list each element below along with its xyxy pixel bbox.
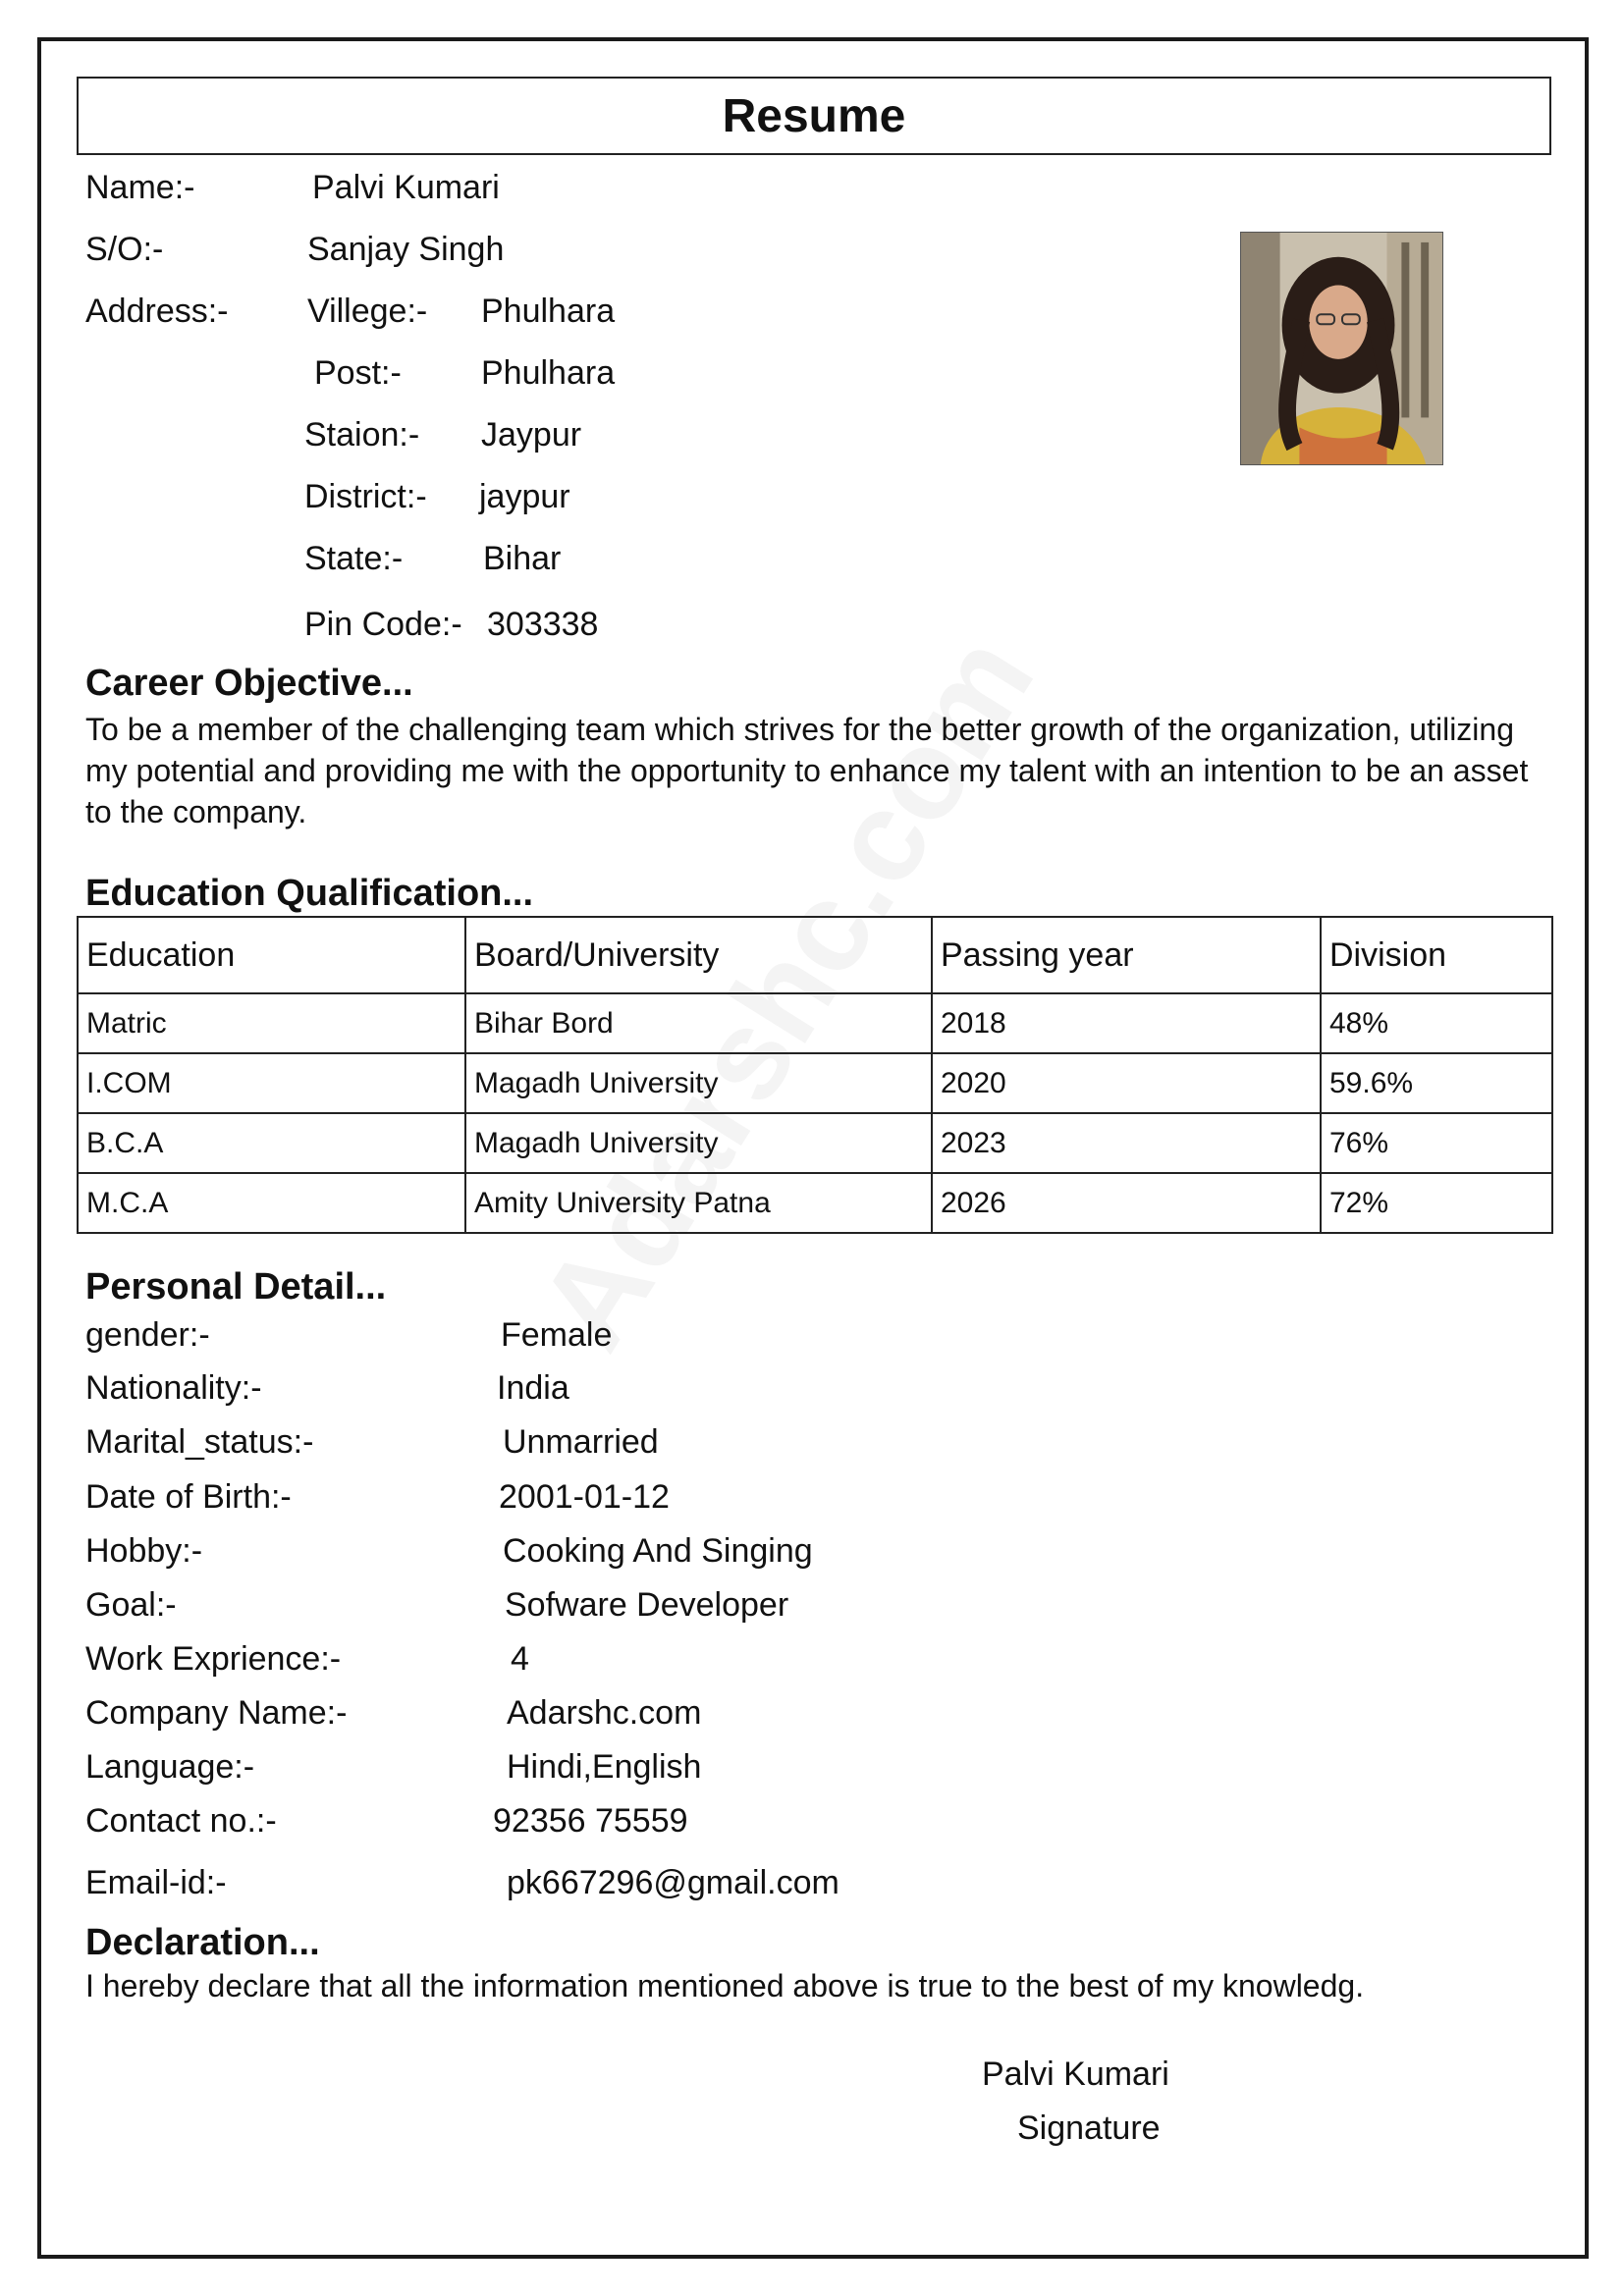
marital-status-value: Unmarried — [503, 1423, 659, 1461]
column-header: Board/University — [465, 917, 932, 993]
resume-title: Resume — [77, 77, 1551, 155]
table-cell: Amity University Patna — [465, 1173, 932, 1233]
company-name-value: Adarshc.com — [507, 1694, 702, 1732]
gender-label: gender:- — [85, 1316, 210, 1354]
email-label: Email-id:- — [85, 1864, 227, 1901]
address-label: Address:- — [85, 293, 229, 330]
table-cell: Magadh University — [465, 1113, 932, 1173]
table-cell: 2026 — [932, 1173, 1321, 1233]
table-header-row — [78, 917, 1552, 993]
column-header: Passing year — [932, 917, 1321, 993]
signature-label: Signature — [1017, 2109, 1161, 2147]
education-table — [77, 916, 1553, 1234]
personal-heading: Personal Detail... — [85, 1266, 387, 1308]
pincode-label: Pin Code:- — [304, 606, 462, 643]
declaration-text: I hereby declare that all the information mentioned above is true to the best of my knowledg. — [85, 1968, 1365, 2003]
career-heading: Career Objective... — [85, 663, 413, 704]
pincode-value: 303338 — [487, 606, 599, 643]
table-cell: 59.6% — [1321, 1053, 1552, 1113]
nationality-value: India — [497, 1369, 569, 1407]
so-label: S/O:- — [85, 231, 164, 268]
contact-value: 92356 75559 — [493, 1802, 688, 1840]
name-label: Name:- — [85, 169, 195, 206]
column-header: Education — [78, 917, 465, 993]
education-heading: Education Qualification... — [85, 873, 534, 914]
work-experience-label: Work Exprience:- — [85, 1640, 342, 1678]
district-label: District:- — [304, 478, 427, 515]
hobby-label: Hobby:- — [85, 1532, 203, 1570]
so-value: Sanjay Singh — [307, 231, 505, 268]
post-value: Phulhara — [481, 354, 616, 392]
work-experience-value: 4 — [511, 1640, 529, 1678]
career-text: To be a member of the challenging team which strives for the better growth of the organization, utilizing my potential and providing me with the opportunity to enhance my talent with an intention to be an asset to the company. — [85, 712, 1529, 829]
village-value: Phulhara — [481, 293, 616, 330]
table-cell: 72% — [1321, 1173, 1552, 1233]
table-cell: Magadh University — [465, 1053, 932, 1113]
table-cell: B.C.A — [78, 1113, 465, 1173]
language-value: Hindi,English — [507, 1748, 702, 1786]
nationality-label: Nationality:- — [85, 1369, 262, 1407]
table-cell: I.COM — [78, 1053, 465, 1113]
signature-name: Palvi Kumari — [982, 2056, 1169, 2093]
state-label: State:- — [304, 540, 404, 577]
declaration-heading: Declaration... — [85, 1922, 320, 1963]
gender-value: Female — [501, 1316, 613, 1354]
contact-label: Contact no.:- — [85, 1802, 277, 1840]
language-label: Language:- — [85, 1748, 255, 1786]
table-cell: 2018 — [932, 993, 1321, 1053]
marital-status-label: Marital_status:- — [85, 1423, 314, 1461]
company-name-label: Company Name:- — [85, 1694, 348, 1732]
station-label: Staion:- — [304, 416, 420, 454]
table-cell: Bihar Bord — [465, 993, 932, 1053]
state-value: Bihar — [483, 540, 562, 577]
name-value: Palvi Kumari — [312, 169, 500, 206]
table-cell: 48% — [1321, 993, 1552, 1053]
station-value: Jaypur — [481, 416, 582, 454]
table-row — [78, 1113, 1552, 1173]
table-cell: M.C.A — [78, 1173, 465, 1233]
table-cell: Matric — [78, 993, 465, 1053]
table-row — [78, 993, 1552, 1053]
village-label: Villege:- — [307, 293, 428, 330]
table-cell: 76% — [1321, 1113, 1552, 1173]
district-value: jaypur — [479, 478, 570, 515]
column-header: Division — [1321, 917, 1552, 993]
goal-value: Sofware Developer — [505, 1586, 789, 1624]
email-value: pk667296@gmail.com — [507, 1864, 839, 1901]
table-cell: 2020 — [932, 1053, 1321, 1113]
dob-label: Date of Birth:- — [85, 1478, 292, 1516]
table-cell: 2023 — [932, 1113, 1321, 1173]
dob-value: 2001-01-12 — [499, 1478, 670, 1516]
table-row — [78, 1053, 1552, 1113]
profile-photo — [1240, 232, 1443, 465]
goal-label: Goal:- — [85, 1586, 177, 1624]
post-label: Post:- — [314, 354, 402, 392]
table-row — [78, 1173, 1552, 1233]
hobby-value: Cooking And Singing — [503, 1532, 813, 1570]
